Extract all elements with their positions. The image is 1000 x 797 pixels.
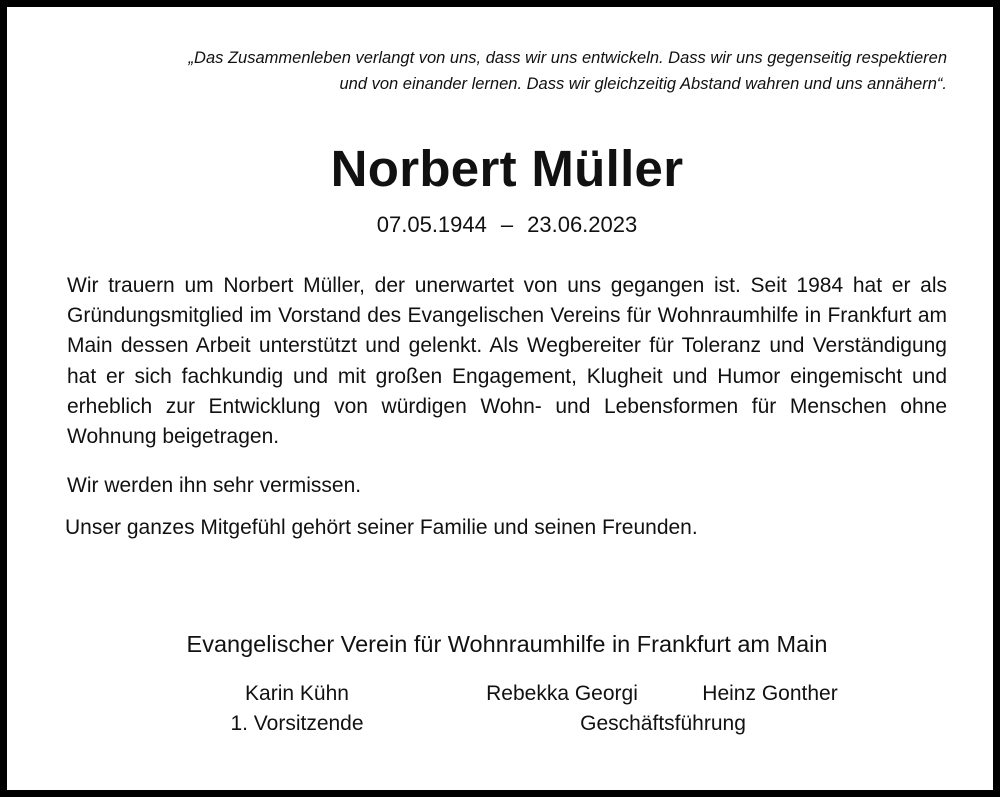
signatory-role-chair: 1. Vorsitzende [230, 712, 364, 735]
motto-line-2: und von einander lernen. Dass wir gleichzeitig Abstand wahren und uns annähern“. [339, 75, 947, 93]
miss-line: Wir werden ihn sehr vermissen. [67, 474, 362, 497]
deceased-name: Norbert Müller [330, 140, 684, 197]
motto-line-1: „Das Zusammenleben verlangt von uns, dass wir uns entwickeln. Dass wir uns gegenseitig respektieren [188, 49, 947, 67]
birth-date: 07.05.1944 [376, 212, 487, 237]
death-date: 23.06.2023 [527, 212, 638, 237]
date-separator: – [500, 212, 514, 237]
signatory-heinz-gonther: Heinz Gonther [702, 682, 838, 705]
motto-quote [67, 45, 947, 97]
life-dates [7, 209, 1000, 241]
signatory-role-management: Geschäftsführung [580, 712, 746, 735]
condolence-line: Unser ganzes Mitgefühl gehört seiner Familie und seinen Freunden. [65, 516, 698, 539]
tribute-paragraph: Wir trauern um Norbert Müller, der unerwartet von uns gegangen ist. Seit 1984 hat er als Gründungsmitglied im Vorstand des Evangelischen Vereins für Wohnraumhilfe in Frankfurt am Main dessen Arbeit unterstützt und gelenkt. Als Wegbereiter für Toleranz und Verständigung hat er sich fachkundig und mit großen Engagement, Klugheit und Humor eingemischt und erheblich zur Entwicklung von würdigen Wohn- und Lebensformen für Menschen ohne Wohnung beigetragen. [67, 274, 947, 449]
organization-name: Evangelischer Verein für Wohnraumhilfe in Frankfurt am Main [186, 631, 828, 657]
signatory-karin-kuehn: Karin Kühn [245, 682, 349, 705]
signatory-rebekka-georgi: Rebekka Georgi [486, 682, 638, 705]
